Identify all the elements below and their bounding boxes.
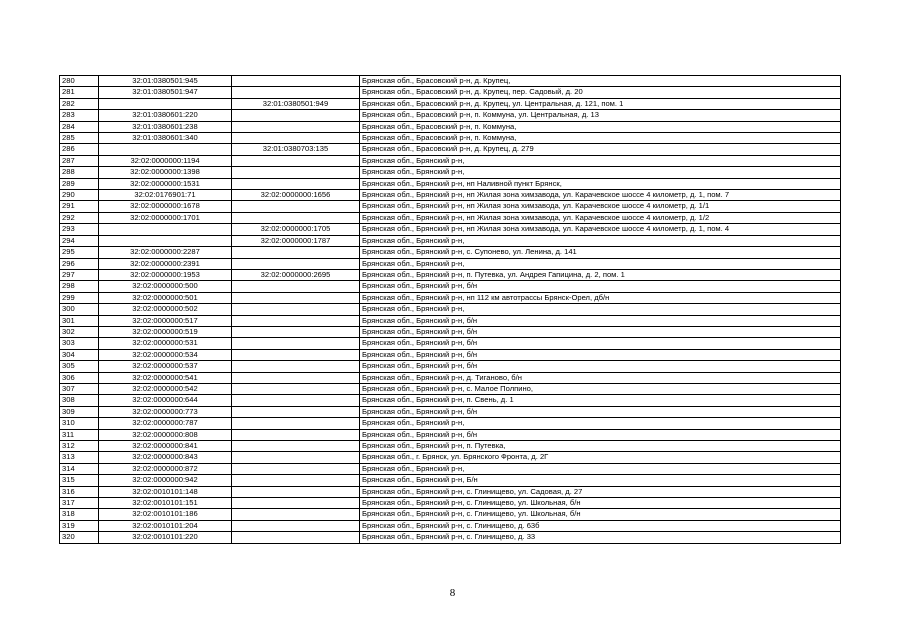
address-cell: Брянская обл., г. Брянск, ул. Брянского Фронта, д. 2Г: [360, 452, 841, 463]
table-row: [60, 463, 841, 474]
row-number-cell: 293: [60, 224, 99, 235]
parent-cadastral-number-cell: [232, 361, 360, 372]
parent-cadastral-number-cell: 32:01:0380703:135: [232, 144, 360, 155]
parent-cadastral-number-cell: [232, 315, 360, 326]
row-number-cell: 302: [60, 326, 99, 337]
address-cell: Брянская обл., Брянский р-н, нп Жилая зона химзавода, ул. Карачевское шоссе 4 километр, д. 1, пом. 7: [360, 190, 841, 201]
table-row: [60, 144, 841, 155]
parent-cadastral-number-cell: [232, 349, 360, 360]
parent-cadastral-number-cell: [232, 110, 360, 121]
row-number-cell: 295: [60, 247, 99, 258]
cadastral-number-cell: 32:02:0000000:787: [99, 418, 232, 429]
row-number-cell: 298: [60, 281, 99, 292]
address-cell: Брянская обл., Брянский р-н, п. Путевка, ул. Андрея Гапицина, д. 2, пом. 1: [360, 269, 841, 280]
table-row: [60, 395, 841, 406]
table-row: [60, 178, 841, 189]
address-cell: Брянская обл., Брянский р-н, с. Глинищево, ул. Школьная, б/н: [360, 509, 841, 520]
row-number-cell: 294: [60, 235, 99, 246]
address-cell: Брянская обл., Брянский р-н, с. Глинищево, д. 33: [360, 532, 841, 543]
cadastral-number-cell: 32:02:0000000:2391: [99, 258, 232, 269]
parent-cadastral-number-cell: [232, 372, 360, 383]
row-number-cell: 285: [60, 133, 99, 144]
address-cell: Брянская обл., Брянский р-н,: [360, 155, 841, 166]
address-cell: Брянская обл., Брянский р-н, нп Жилая зона химзавода, ул. Карачевское шоссе 4 километр, д. 1, пом. 4: [360, 224, 841, 235]
cadastral-number-cell: 32:02:0000000:843: [99, 452, 232, 463]
cadastral-number-cell: 32:02:0000000:1531: [99, 178, 232, 189]
table-row: [60, 383, 841, 394]
cadastral-number-cell: 32:02:0176901:71: [99, 190, 232, 201]
row-number-cell: 305: [60, 361, 99, 372]
row-number-cell: 300: [60, 304, 99, 315]
address-cell: Брянская обл., Брянский р-н, с. Малое Полпино,: [360, 383, 841, 394]
address-cell: Брянская обл., Брянский р-н, б/н: [360, 315, 841, 326]
address-cell: Брянская обл., Брянский р-н, нп Жилая зона химзавода, ул. Карачевское шоссе 4 километр, д. 1/1: [360, 201, 841, 212]
parent-cadastral-number-cell: [232, 76, 360, 87]
cadastral-number-cell: 32:02:0000000:500: [99, 281, 232, 292]
row-number-cell: 292: [60, 212, 99, 223]
row-number-cell: 312: [60, 441, 99, 452]
address-cell: Брянская обл., Брасовский р-н, д. Крупец, пер. Садовый, д. 20: [360, 87, 841, 98]
row-number-cell: 318: [60, 509, 99, 520]
table-row: [60, 87, 841, 98]
table-row: [60, 361, 841, 372]
cadastral-number-cell: 32:01:0380601:220: [99, 110, 232, 121]
row-number-cell: 307: [60, 383, 99, 394]
register-table: [59, 75, 841, 544]
parent-cadastral-number-cell: [232, 121, 360, 132]
cadastral-number-cell: 32:02:0000000:1398: [99, 167, 232, 178]
parent-cadastral-number-cell: [232, 475, 360, 486]
row-number-cell: 297: [60, 269, 99, 280]
parent-cadastral-number-cell: [232, 247, 360, 258]
parent-cadastral-number-cell: [232, 383, 360, 394]
parent-cadastral-number-cell: [232, 498, 360, 509]
cadastral-number-cell: 32:02:0000000:1678: [99, 201, 232, 212]
parent-cadastral-number-cell: 32:02:0000000:1656: [232, 190, 360, 201]
row-number-cell: 286: [60, 144, 99, 155]
address-cell: Брянская обл., Брянский р-н,: [360, 418, 841, 429]
address-cell: Брянская обл., Брянский р-н,: [360, 463, 841, 474]
parent-cadastral-number-cell: [232, 395, 360, 406]
table-row: [60, 76, 841, 87]
row-number-cell: 291: [60, 201, 99, 212]
parent-cadastral-number-cell: [232, 212, 360, 223]
table-row: [60, 235, 841, 246]
table-row: [60, 201, 841, 212]
table-row: [60, 269, 841, 280]
address-cell: Брянская обл., Брянский р-н, п. Свень, д. 1: [360, 395, 841, 406]
row-number-cell: 303: [60, 338, 99, 349]
row-number-cell: 296: [60, 258, 99, 269]
cadastral-number-cell: 32:02:0000000:542: [99, 383, 232, 394]
parent-cadastral-number-cell: 32:02:0000000:1705: [232, 224, 360, 235]
register-table-body: [60, 76, 841, 544]
row-number-cell: 280: [60, 76, 99, 87]
table-row: [60, 167, 841, 178]
row-number-cell: 309: [60, 406, 99, 417]
cadastral-number-cell: 32:02:0000000:773: [99, 406, 232, 417]
row-number-cell: 289: [60, 178, 99, 189]
cadastral-number-cell: [99, 235, 232, 246]
register-sheet: [59, 75, 841, 544]
address-cell: Брянская обл., Брянский р-н, б/н: [360, 281, 841, 292]
row-number-cell: 284: [60, 121, 99, 132]
table-row: [60, 121, 841, 132]
cadastral-number-cell: 32:02:0000000:2287: [99, 247, 232, 258]
cadastral-number-cell: 32:02:0000000:517: [99, 315, 232, 326]
cadastral-number-cell: 32:02:0010101:186: [99, 509, 232, 520]
cadastral-number-cell: [99, 98, 232, 109]
address-cell: Брянская обл., Брянский р-н, с. Глинищево, д. 63б: [360, 520, 841, 531]
table-row: [60, 292, 841, 303]
row-number-cell: 299: [60, 292, 99, 303]
address-cell: Брянская обл., Брасовский р-н, п. Коммуна,: [360, 133, 841, 144]
address-cell: Брянская обл., Брянский р-н, нп 112 км автотрассы Брянск-Орел, дб/н: [360, 292, 841, 303]
row-number-cell: 306: [60, 372, 99, 383]
parent-cadastral-number-cell: [232, 338, 360, 349]
table-row: [60, 190, 841, 201]
parent-cadastral-number-cell: 32:02:0000000:1787: [232, 235, 360, 246]
table-row: [60, 212, 841, 223]
table-row: [60, 247, 841, 258]
address-cell: Брянская обл., Брянский р-н, б/н: [360, 349, 841, 360]
row-number-cell: 301: [60, 315, 99, 326]
cadastral-number-cell: 32:02:0000000:644: [99, 395, 232, 406]
table-row: [60, 532, 841, 543]
parent-cadastral-number-cell: [232, 178, 360, 189]
row-number-cell: 308: [60, 395, 99, 406]
address-cell: Брянская обл., Брянский р-н, б/н: [360, 429, 841, 440]
table-row: [60, 441, 841, 452]
address-cell: Брянская обл., Брянский р-н, с. Глинищево, ул. Школьная, б/н: [360, 498, 841, 509]
cadastral-number-cell: 32:01:0380601:238: [99, 121, 232, 132]
address-cell: Брянская обл., Брянский р-н, п. Путевка,: [360, 441, 841, 452]
row-number-cell: 283: [60, 110, 99, 121]
row-number-cell: 288: [60, 167, 99, 178]
parent-cadastral-number-cell: [232, 429, 360, 440]
row-number-cell: 287: [60, 155, 99, 166]
address-cell: Брянская обл., Брянский р-н, Б/н: [360, 475, 841, 486]
cadastral-number-cell: 32:02:0010101:151: [99, 498, 232, 509]
parent-cadastral-number-cell: [232, 463, 360, 474]
cadastral-number-cell: 32:02:0000000:841: [99, 441, 232, 452]
table-row: [60, 98, 841, 109]
cadastral-number-cell: 32:02:0000000:541: [99, 372, 232, 383]
address-cell: Брянская обл., Брянский р-н, д. Тиганово, б/н: [360, 372, 841, 383]
parent-cadastral-number-cell: [232, 304, 360, 315]
cadastral-number-cell: 32:02:0000000:1701: [99, 212, 232, 223]
row-number-cell: 313: [60, 452, 99, 463]
parent-cadastral-number-cell: [232, 258, 360, 269]
table-row: [60, 224, 841, 235]
table-row: [60, 486, 841, 497]
table-row: [60, 133, 841, 144]
cadastral-number-cell: 32:02:0000000:872: [99, 463, 232, 474]
cadastral-number-cell: 32:02:0000000:531: [99, 338, 232, 349]
parent-cadastral-number-cell: [232, 326, 360, 337]
cadastral-number-cell: [99, 224, 232, 235]
table-row: [60, 520, 841, 531]
row-number-cell: 320: [60, 532, 99, 543]
cadastral-number-cell: 32:02:0000000:502: [99, 304, 232, 315]
parent-cadastral-number-cell: [232, 87, 360, 98]
table-row: [60, 372, 841, 383]
table-row: [60, 110, 841, 121]
address-cell: Брянская обл., Брасовский р-н, д. Крупец, д. 279: [360, 144, 841, 155]
table-row: [60, 326, 841, 337]
parent-cadastral-number-cell: [232, 201, 360, 212]
parent-cadastral-number-cell: [232, 486, 360, 497]
table-row: [60, 258, 841, 269]
row-number-cell: 316: [60, 486, 99, 497]
table-row: [60, 498, 841, 509]
parent-cadastral-number-cell: [232, 406, 360, 417]
address-cell: Брянская обл., Брасовский р-н, д. Крупец, ул. Центральная, д. 121, пом. 1: [360, 98, 841, 109]
address-cell: Брянская обл., Брасовский р-н, п. Коммуна, ул. Центральная, д. 13: [360, 110, 841, 121]
cadastral-number-cell: [99, 144, 232, 155]
parent-cadastral-number-cell: [232, 418, 360, 429]
table-row: [60, 509, 841, 520]
cadastral-number-cell: 32:02:0010101:220: [99, 532, 232, 543]
parent-cadastral-number-cell: [232, 532, 360, 543]
row-number-cell: 317: [60, 498, 99, 509]
address-cell: Брянская обл., Брянский р-н, б/н: [360, 406, 841, 417]
table-row: [60, 418, 841, 429]
parent-cadastral-number-cell: [232, 452, 360, 463]
cadastral-number-cell: 32:02:0000000:537: [99, 361, 232, 372]
parent-cadastral-number-cell: [232, 281, 360, 292]
address-cell: Брянская обл., Брянский р-н,: [360, 304, 841, 315]
address-cell: Брянская обл., Брянский р-н, б/н: [360, 361, 841, 372]
cadastral-number-cell: 32:02:0000000:808: [99, 429, 232, 440]
cadastral-number-cell: 32:02:0000000:1194: [99, 155, 232, 166]
address-cell: Брянская обл., Брянский р-н, с. Глинищево, ул. Садовая, д. 27: [360, 486, 841, 497]
table-row: [60, 304, 841, 315]
row-number-cell: 304: [60, 349, 99, 360]
cadastral-number-cell: 32:01:0380601:340: [99, 133, 232, 144]
row-number-cell: 319: [60, 520, 99, 531]
cadastral-number-cell: 32:01:0380501:947: [99, 87, 232, 98]
row-number-cell: 281: [60, 87, 99, 98]
cadastral-number-cell: 32:02:0000000:1953: [99, 269, 232, 280]
table-row: [60, 406, 841, 417]
row-number-cell: 310: [60, 418, 99, 429]
table-row: [60, 281, 841, 292]
parent-cadastral-number-cell: [232, 292, 360, 303]
parent-cadastral-number-cell: 32:01:0380501:949: [232, 98, 360, 109]
address-cell: Брянская обл., Брасовский р-н, д. Крупец,: [360, 76, 841, 87]
table-row: [60, 315, 841, 326]
address-cell: Брянская обл., Брянский р-н,: [360, 167, 841, 178]
cadastral-number-cell: 32:01:0380501:945: [99, 76, 232, 87]
address-cell: Брянская обл., Брянский р-н,: [360, 235, 841, 246]
cadastral-number-cell: 32:02:0000000:501: [99, 292, 232, 303]
cadastral-number-cell: 32:02:0010101:204: [99, 520, 232, 531]
page-number: 8: [449, 587, 456, 599]
cadastral-number-cell: 32:02:0000000:942: [99, 475, 232, 486]
parent-cadastral-number-cell: [232, 167, 360, 178]
address-cell: Брянская обл., Брянский р-н, б/н: [360, 326, 841, 337]
row-number-cell: 314: [60, 463, 99, 474]
table-row: [60, 452, 841, 463]
row-number-cell: 282: [60, 98, 99, 109]
row-number-cell: 311: [60, 429, 99, 440]
table-row: [60, 338, 841, 349]
table-row: [60, 475, 841, 486]
address-cell: Брянская обл., Брянский р-н, б/н: [360, 338, 841, 349]
parent-cadastral-number-cell: [232, 509, 360, 520]
cadastral-number-cell: 32:02:0010101:148: [99, 486, 232, 497]
row-number-cell: 290: [60, 190, 99, 201]
cadastral-number-cell: 32:02:0000000:519: [99, 326, 232, 337]
parent-cadastral-number-cell: 32:02:0000000:2695: [232, 269, 360, 280]
parent-cadastral-number-cell: [232, 520, 360, 531]
parent-cadastral-number-cell: [232, 155, 360, 166]
address-cell: Брянская обл., Брянский р-н,: [360, 258, 841, 269]
address-cell: Брянская обл., Брасовский р-н, п. Коммуна,: [360, 121, 841, 132]
cadastral-number-cell: 32:02:0000000:534: [99, 349, 232, 360]
row-number-cell: 315: [60, 475, 99, 486]
table-row: [60, 429, 841, 440]
address-cell: Брянская обл., Брянский р-н, с. Супонево, ул. Ленина, д. 141: [360, 247, 841, 258]
table-row: [60, 349, 841, 360]
address-cell: Брянская обл., Брянский р-н, нп Наливной пункт Брянск,: [360, 178, 841, 189]
table-row: [60, 155, 841, 166]
parent-cadastral-number-cell: [232, 133, 360, 144]
address-cell: Брянская обл., Брянский р-н, нп Жилая зона химзавода, ул. Карачевское шоссе 4 километр, д. 1/2: [360, 212, 841, 223]
parent-cadastral-number-cell: [232, 441, 360, 452]
